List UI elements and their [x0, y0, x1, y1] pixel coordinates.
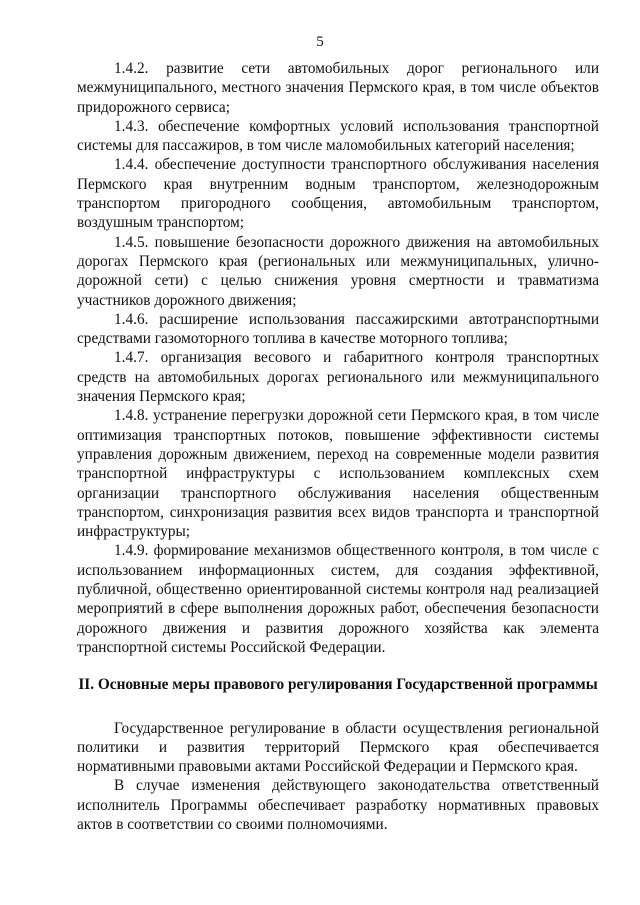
item-text: устранение перегрузки дорожной сети Пермского края, в том числе оптимизация транспортных потоков, повышение эффективности системы управления дорожным движением, переход на современные модели развития транспортной инфраструктуры с использованием комплексных схем организации транспортного обслуживания населения общественным транспортом, синхронизация развития всех видов транспорта и транспортной инфраструктуры; [77, 407, 599, 541]
item-text: обеспечение комфортных условий использования транспортной системы для пассажиров, в том числе маломобильных категорий населения; [77, 117, 599, 155]
item-number: 1.4.7. [114, 349, 149, 367]
item-text: формирование механизмов общественного контроля, в том числе с использованием информационных систем, для создания эффективной, публичной, общественно ориентированной системы контроля над реализацией мероприятий в сфере выполнения дорожных работ, обеспечения безопасности дорожного движения и развития дорожного хозяйства как элемента транспортной системы Российской Федерации. [77, 542, 599, 656]
item-number: 1.4.2. [114, 60, 149, 77]
list-item-1-4-7 [77, 348, 599, 406]
list-item-1-4-9 [77, 541, 599, 657]
section-spacer [77, 695, 599, 719]
item-text: развитие сети автомобильных дорог регионального или межмуниципального, местного значения Пермского края, в том числе объектов придорожного сервиса; [77, 60, 600, 116]
item-number: 1.4.3. [114, 117, 149, 135]
section-paragraph-1: Государственное регулирование в области осуществления региональной политики и развития территорий Пермского края обеспечивается нормативными правовыми актами Российской Федерации и Пермского края. [77, 719, 599, 776]
item-number: 1.4.9. [114, 542, 149, 560]
section-heading: II. Основные меры правового регулирования Государственной программы [78, 676, 598, 694]
list-item-1-4-5 [77, 233, 599, 310]
item-text: повышение безопасности дорожного движения на автомобильных дорогах Пермского края (региональных или межмуниципальных, улично-дорожной сети) с целью снижения уровня смертности и травматизма участников дорожного движения; [77, 233, 599, 309]
list-item-1-4-8 [77, 406, 599, 541]
list-item-1-4-4 [77, 155, 599, 232]
item-text: организация весового и габаритного контроля транспортных средств на автомобильных дорогах регионального или межмуниципального значения Пермского края; [77, 349, 600, 406]
item-number: 1.4.6. [114, 310, 149, 328]
section-paragraph-2: В случае изменения действующего законодательства ответственный исполнитель Программы обеспечивает разработку нормативных правовых актов в соответствии со своими полномочиями. [77, 777, 599, 833]
page-number: 5 [316, 34, 324, 50]
item-number: 1.4.8. [114, 407, 149, 425]
item-number: 1.4.4. [114, 156, 149, 174]
document-body [77, 59, 599, 834]
list-item-1-4-2 [77, 59, 599, 117]
item-text: расширение использования пассажирскими автотранспортными средствами газомоторного топлива в качестве моторного топлива; [77, 310, 600, 348]
item-number: 1.4.5. [114, 233, 149, 251]
list-item-1-4-3 [77, 117, 599, 156]
item-text: обеспечение доступности транспортного обслуживания населения Пермского края внутренним водным транспортом, железнодорожным транспортом пригородного сообщения, автомобильным транспортом, воздушным транспортом; [77, 156, 600, 232]
list-item-1-4-6 [77, 310, 599, 349]
